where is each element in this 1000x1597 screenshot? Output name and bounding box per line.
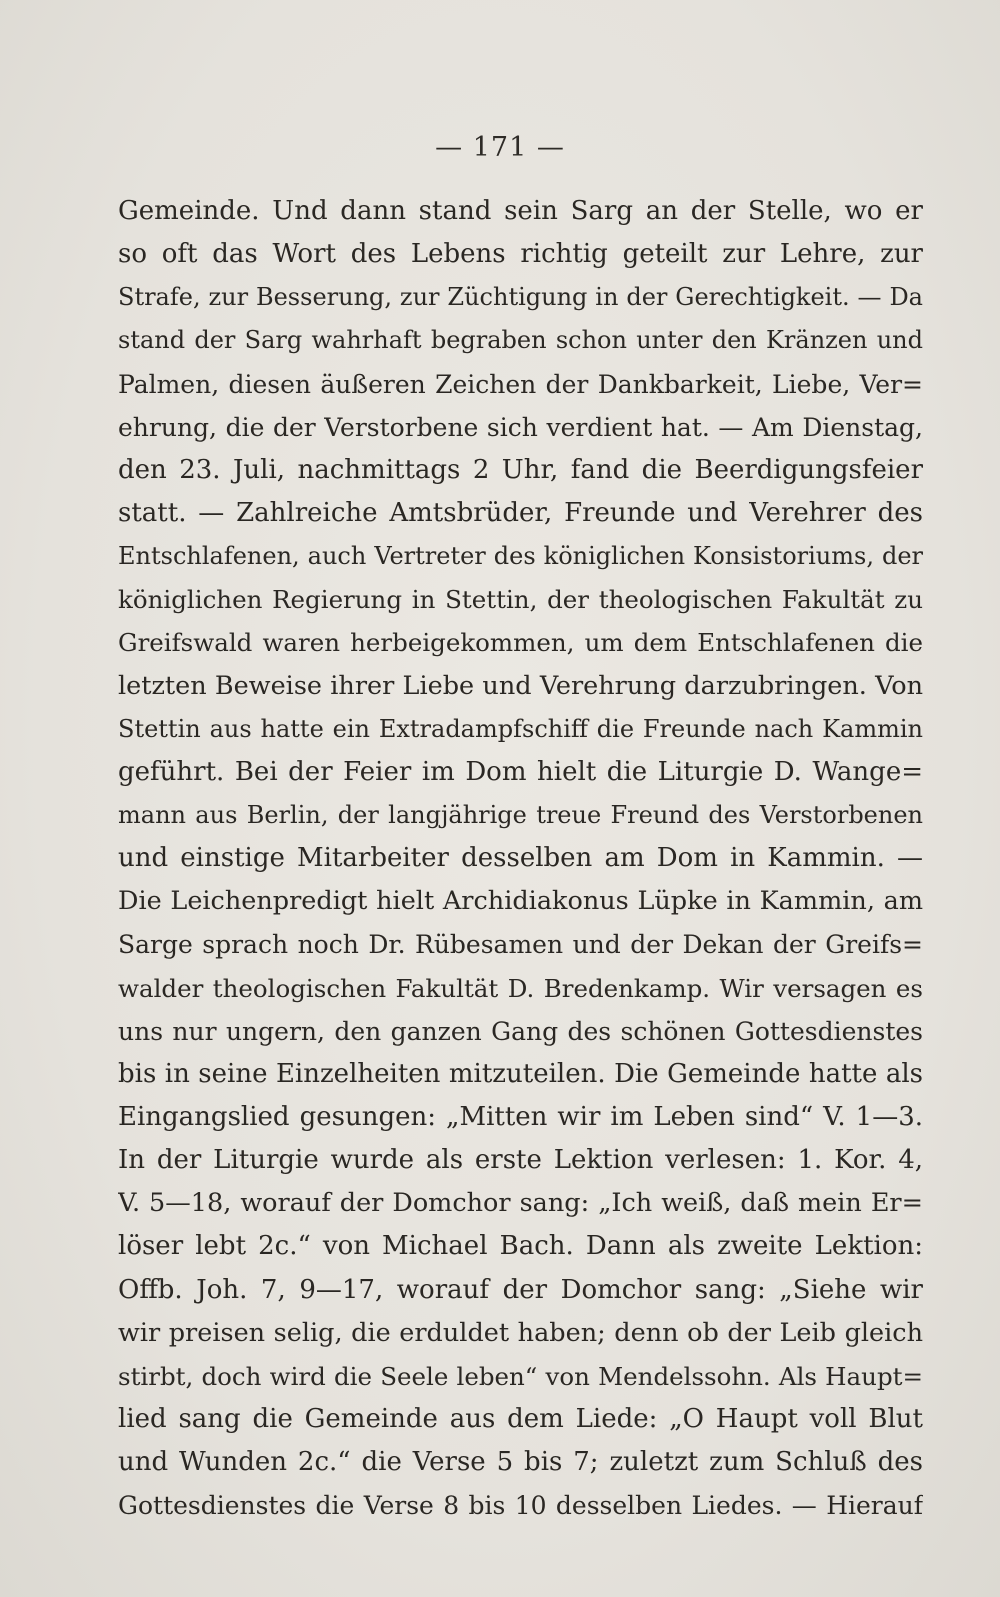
text-line: Offb. Joh. 7, 9—17, worauf der Domchor sang: „Siehe wir bbox=[118, 1274, 923, 1305]
text-line: wir preisen selig, die erduldet haben; denn ob der Leib gleich bbox=[118, 1317, 923, 1348]
text-line: stirbt, doch wird die Seele leben“ von Mendelssohn. Als Haupt= bbox=[118, 1361, 923, 1391]
text-line: Sarge sprach noch Dr. Rübesamen und der Dekan der Greifs= bbox=[118, 930, 923, 960]
text-line: V. 5—18, worauf der Domchor sang: „Ich weiß, daß mein Er= bbox=[118, 1188, 923, 1219]
text-line: mann aus Berlin, der langjährige treue Freund des Verstorbenen bbox=[118, 800, 923, 829]
text-line: Strafe, zur Besserung, zur Züchtigung in der Gerechtigkeit. — Da bbox=[118, 283, 923, 312]
text-line: Die Leichenpredigt hielt Archidiakonus Lüpke in Kammin, am bbox=[118, 886, 923, 917]
text-line: und Wunden 2c.“ die Verse 5 bis 7; zuletzt zum Schluß des bbox=[118, 1447, 923, 1478]
text-line: ehrung, die der Verstorbene sich verdient hat. — Am Dienstag, bbox=[118, 412, 923, 442]
text-line: In der Liturgie wurde als erste Lektion verlesen: 1. Kor. 4, bbox=[118, 1145, 923, 1176]
text-line: uns nur ungern, den ganzen Gang des schönen Gottesdienstes bbox=[118, 1016, 923, 1046]
text-line: lied sang die Gemeinde aus dem Liede: „O Haupt voll Blut bbox=[118, 1403, 923, 1434]
text-line: und einstige Mitarbeiter desselben am Dom in Kammin. — bbox=[118, 843, 923, 874]
text-line: Gemeinde. Und dann stand sein Sarg an der Stelle, wo er bbox=[118, 196, 923, 226]
text-line: so oft das Wort des Lebens richtig geteilt zur Lehre, zur bbox=[118, 239, 923, 270]
body-text bbox=[118, 190, 923, 1527]
page-number: — 171 — bbox=[435, 132, 565, 163]
text-line: Palmen, diesen äußeren Zeichen der Dankbarkeit, Liebe, Ver= bbox=[118, 369, 923, 399]
text-line: Eingangslied gesungen: „Mitten wir im Leben sind“ V. 1—3. bbox=[118, 1101, 923, 1132]
text-line: Entschlafenen, auch Vertreter des königlichen Konsistoriums, der bbox=[118, 542, 923, 571]
text-line: den 23. Juli, nachmittags 2 Uhr, fand die Beerdigungsfeier bbox=[118, 454, 923, 485]
text-line: geführt. Bei der Feier im Dom hielt die Liturgie D. Wange= bbox=[118, 756, 923, 787]
text-line: Greifswald waren herbeigekommen, um dem Entschlafenen die bbox=[118, 628, 923, 658]
text-line: königlichen Regierung in Stettin, der theologischen Fakultät zu bbox=[118, 585, 923, 615]
text-line: stand der Sarg wahrhaft begraben schon unter den Kränzen und bbox=[118, 326, 923, 355]
text-line: bis in seine Einzelheiten mitzuteilen. Die Gemeinde hatte als bbox=[118, 1058, 923, 1089]
text-line: Gottesdienstes die Verse 8 bis 10 desselben Liedes. — Hierauf bbox=[118, 1491, 923, 1521]
text-line: walder theologischen Fakultät D. Bredenkamp. Wir versagen es bbox=[118, 973, 923, 1003]
text-line: statt. — Zahlreiche Amtsbrüder, Freunde und Verehrer des bbox=[118, 497, 923, 528]
text-line: Stettin aus hatte ein Extradampfschiff die Freunde nach Kammin bbox=[118, 714, 923, 743]
text-line: letzten Beweise ihrer Liebe und Verehrung darzubringen. Von bbox=[118, 670, 923, 701]
text-line: löser lebt 2c.“ von Michael Bach. Dann als zweite Lektion: bbox=[118, 1231, 923, 1262]
